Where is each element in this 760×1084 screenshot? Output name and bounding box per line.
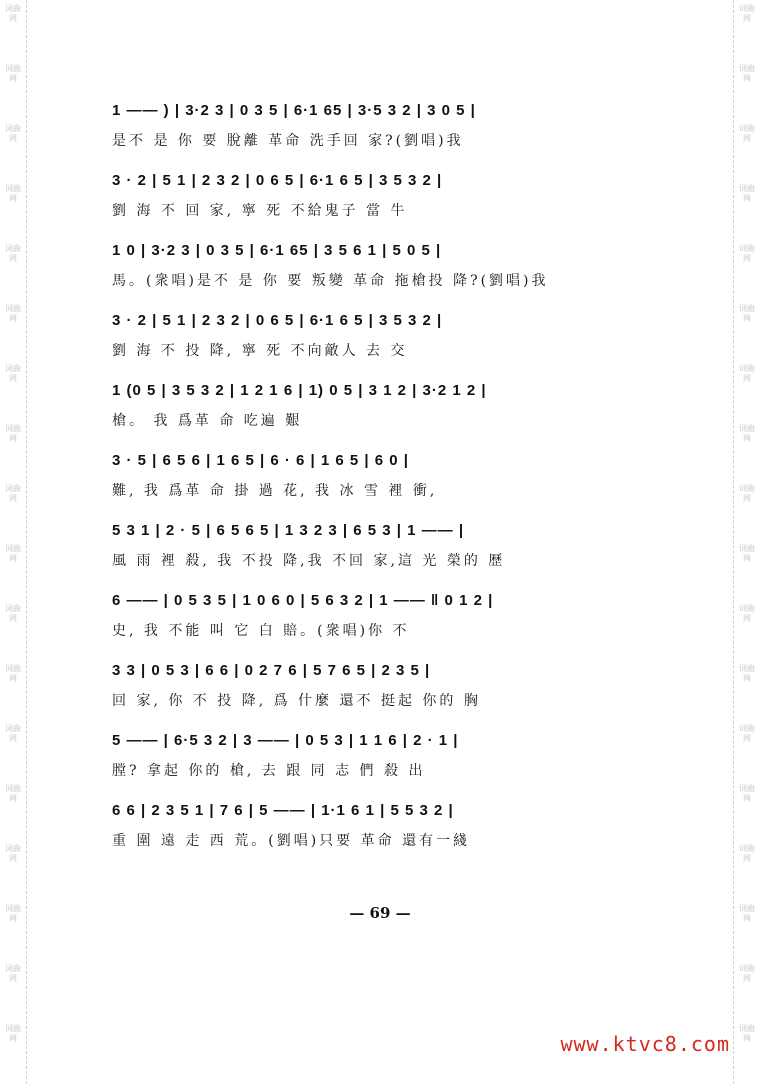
notation-line: 3 · 2 | 5 1 | 2 3 2 | 0 6 5 | 6·1 6 5 | 3 5 3 2 |: [112, 312, 443, 329]
watermark-text: 词曲网: [5, 424, 21, 443]
watermark-text: 词曲网: [739, 1024, 755, 1043]
watermark-text: 词曲网: [5, 964, 21, 983]
watermark-text: 词曲网: [739, 964, 755, 983]
site-url-watermark[interactable]: www.ktvc8.com: [560, 1032, 730, 1056]
watermark-text: 词曲网: [5, 64, 21, 83]
lyrics-line: 劉 海 不 回 家, 寧 死 不給鬼子 當 牛: [112, 203, 408, 219]
lyrics-line: 是不 是 你 要 脫離 革命 洗手回 家?(劉唱)我: [112, 133, 464, 149]
notation-line: 1 —— ) | 3·2 3 | 0 3 5 | 6·1 65 | 3·5 3 2 | 3 0 5 |: [112, 102, 476, 119]
notation-line: 3 · 5 | 6 5 6 | 1 6 5 | 6 · 6 | 1 6 5 | 6 0 |: [112, 452, 409, 469]
lyrics-line: 難, 我 爲革 命 掛 過 花, 我 冰 雪 裡 衝,: [112, 483, 438, 499]
watermark-text: 词曲网: [5, 664, 21, 683]
watermark-text: 词曲网: [739, 184, 755, 203]
watermark-text: 词曲网: [739, 304, 755, 323]
watermark-text: 词曲网: [5, 724, 21, 743]
notation-line: 5 3 1 | 2 · 5 | 6 5 6 5 | 1 3 2 3 | 6 5 3 | 1 —— |: [112, 522, 465, 539]
watermark-text: 词曲网: [739, 64, 755, 83]
watermark-text: 词曲网: [5, 364, 21, 383]
notation-line: 5 —— | 6·5 3 2 | 3 —— | 0 5 3 | 1 1 6 | 2 · 1 |: [112, 732, 459, 749]
watermark-text: 词曲网: [739, 424, 755, 443]
watermark-text: 词曲网: [5, 784, 21, 803]
lyrics-line: 重 圍 遠 走 西 荒。(劉唱)只要 革命 還有一綫: [112, 833, 471, 849]
lyrics-line: 風 雨 裡 殺, 我 不投 降,我 不回 家,這 光 榮的 歷: [112, 553, 506, 569]
watermark-text: 词曲网: [739, 244, 755, 263]
watermark-text: 词曲网: [5, 304, 21, 323]
notation-line: 3 · 2 | 5 1 | 2 3 2 | 0 6 5 | 6·1 6 5 | 3 5 3 2 |: [112, 172, 443, 189]
watermark-text: 词曲网: [739, 604, 755, 623]
lyrics-line: 膛? 拿起 你的 槍, 去 跟 同 志 們 殺 出: [112, 763, 426, 779]
watermark-text: 词曲网: [739, 4, 755, 23]
watermark-text: 词曲网: [739, 904, 755, 923]
watermark-text: 词曲网: [5, 604, 21, 623]
watermark-text: 词曲网: [739, 544, 755, 563]
watermark-text: 词曲网: [5, 244, 21, 263]
lyrics-line: 馬。(衆唱)是不 是 你 要 叛變 革命 拖槍投 降?(劉唱)我: [112, 273, 549, 289]
watermark-text: 词曲网: [5, 544, 21, 563]
watermark-text: 词曲网: [5, 904, 21, 923]
watermark-text: 词曲网: [739, 364, 755, 383]
watermark-text: 词曲网: [5, 184, 21, 203]
notation-line: 6 6 | 2 3 5 1 | 7 6 | 5 —— | 1·1 6 1 | 5 5 3 2 |: [112, 802, 454, 819]
watermark-text: 词曲网: [5, 124, 21, 143]
watermark-text: 词曲网: [739, 784, 755, 803]
watermark-text: 词曲网: [5, 484, 21, 503]
page-number: — 69 —: [349, 904, 411, 922]
watermark-text: 词曲网: [5, 4, 21, 23]
notation-line: 3 3 | 0 5 3 | 6 6 | 0 2 7 6 | 5 7 6 5 | 2 3 5 |: [112, 662, 431, 679]
notation-line: 1 0 | 3·2 3 | 0 3 5 | 6·1 65 | 3 5 6 1 | 5 0 5 |: [112, 242, 442, 259]
lyrics-line: 回 家, 你 不 投 降, 爲 什麼 還不 挺起 你的 胸: [112, 693, 481, 709]
watermark-text: 词曲网: [739, 724, 755, 743]
watermark-text: 词曲网: [739, 484, 755, 503]
notation-line: 6 —— | 0 5 3 5 | 1 0 6 0 | 5 6 3 2 | 1 —— ‖ 0 1 2 |: [112, 592, 494, 609]
watermark-text: 词曲网: [5, 1024, 21, 1043]
watermark-text: 词曲网: [739, 664, 755, 683]
watermark-text: 词曲网: [739, 124, 755, 143]
lyrics-line: 史, 我 不能 叫 它 白 賠。(衆唱)你 不: [112, 623, 410, 639]
watermark-text: 词曲网: [739, 844, 755, 863]
lyrics-line: 槍。 我 爲革 命 吃遍 艱: [112, 413, 303, 429]
watermark-text: 词曲网: [5, 844, 21, 863]
notation-line: 1 (0 5 | 3 5 3 2 | 1 2 1 6 | 1) 0 5 | 3 1 2 | 3·2 1 2 |: [112, 382, 487, 399]
lyrics-line: 劉 海 不 投 降, 寧 死 不向敵人 去 交: [112, 343, 408, 359]
